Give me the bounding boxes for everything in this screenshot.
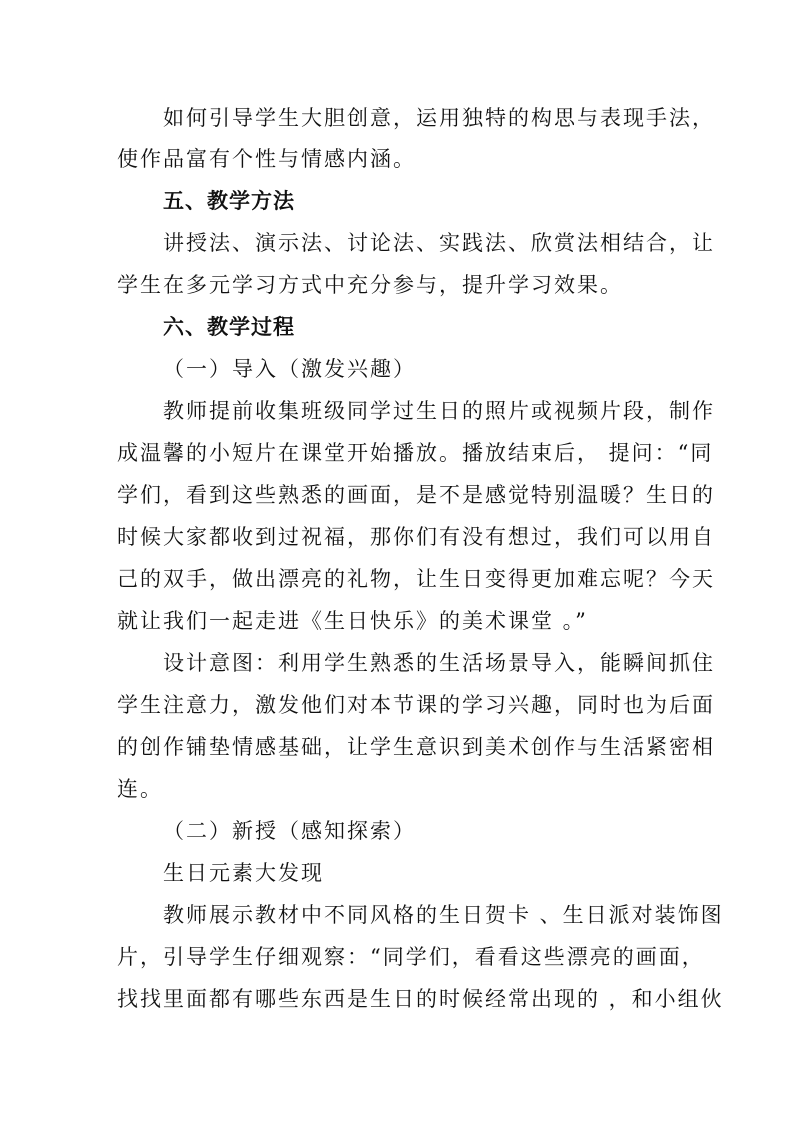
subsection-heading-new-lesson: （二）新授（感知探索） [163, 819, 416, 843]
subsection-heading-introduction: （一）导入（激发兴趣） [163, 357, 416, 381]
paragraph-line: 时候大家都收到过祝福，那你们有没有想过，我们可以用自 [117, 525, 715, 549]
paragraph-line: 设计意图：利用学生熟悉的生活场景导入，能瞬间抓住 [163, 651, 715, 675]
paragraph-line: 连。 [117, 777, 163, 801]
paragraph-line: 讲授法、演示法、讨论法、实践法、欣赏法相结合，让 [163, 231, 715, 255]
paragraph-line: 成温馨的小短片在课堂开始播放。播放结束后， 提问：“同 [117, 441, 714, 465]
paragraph-line: 学们，看到这些熟悉的画面，是不是感觉特别温暖？生日的 [117, 483, 715, 507]
paragraph-line: 找找里面都有哪些东西是生日的时候经常出现的 ，和小组伙 [117, 987, 724, 1011]
paragraph-line: 教师提前收集班级同学过生日的照片或视频片段，制作 [163, 399, 715, 423]
paragraph-line: 学生在多元学习方式中充分参与，提升学习效果。 [117, 273, 623, 297]
section-heading-teaching-process: 六、教学过程 [163, 315, 295, 339]
paragraph-line: 学生注意力，激发他们对本节课的学习兴趣，同时也为后面 [117, 693, 715, 717]
paragraph-line: 己的双手，做出漂亮的礼物，让生日变得更加难忘呢？今天 [117, 567, 715, 591]
paragraph-line: 教师展示教材中不同风格的生日贺卡 、生日派对装饰图 [163, 903, 724, 927]
paragraph-line: 片，引导学生仔细观察：“同学们，看看这些漂亮的画面， [117, 945, 705, 969]
section-heading-teaching-methods: 五、教学方法 [163, 189, 295, 213]
paragraph-line: 的创作铺垫情感基础，让学生意识到美术创作与生活紧密相 [117, 735, 715, 759]
paragraph-line: 就让我们一起走进《生日快乐》的美术课堂 。” [117, 609, 588, 633]
paragraph-line: 使作品富有个性与情感内涵。 [117, 147, 416, 171]
paragraph-line: 生日元素大发现 [163, 861, 324, 885]
paragraph-line: 如何引导学生大胆创意，运用独特的构思与表现手法， [163, 106, 715, 130]
